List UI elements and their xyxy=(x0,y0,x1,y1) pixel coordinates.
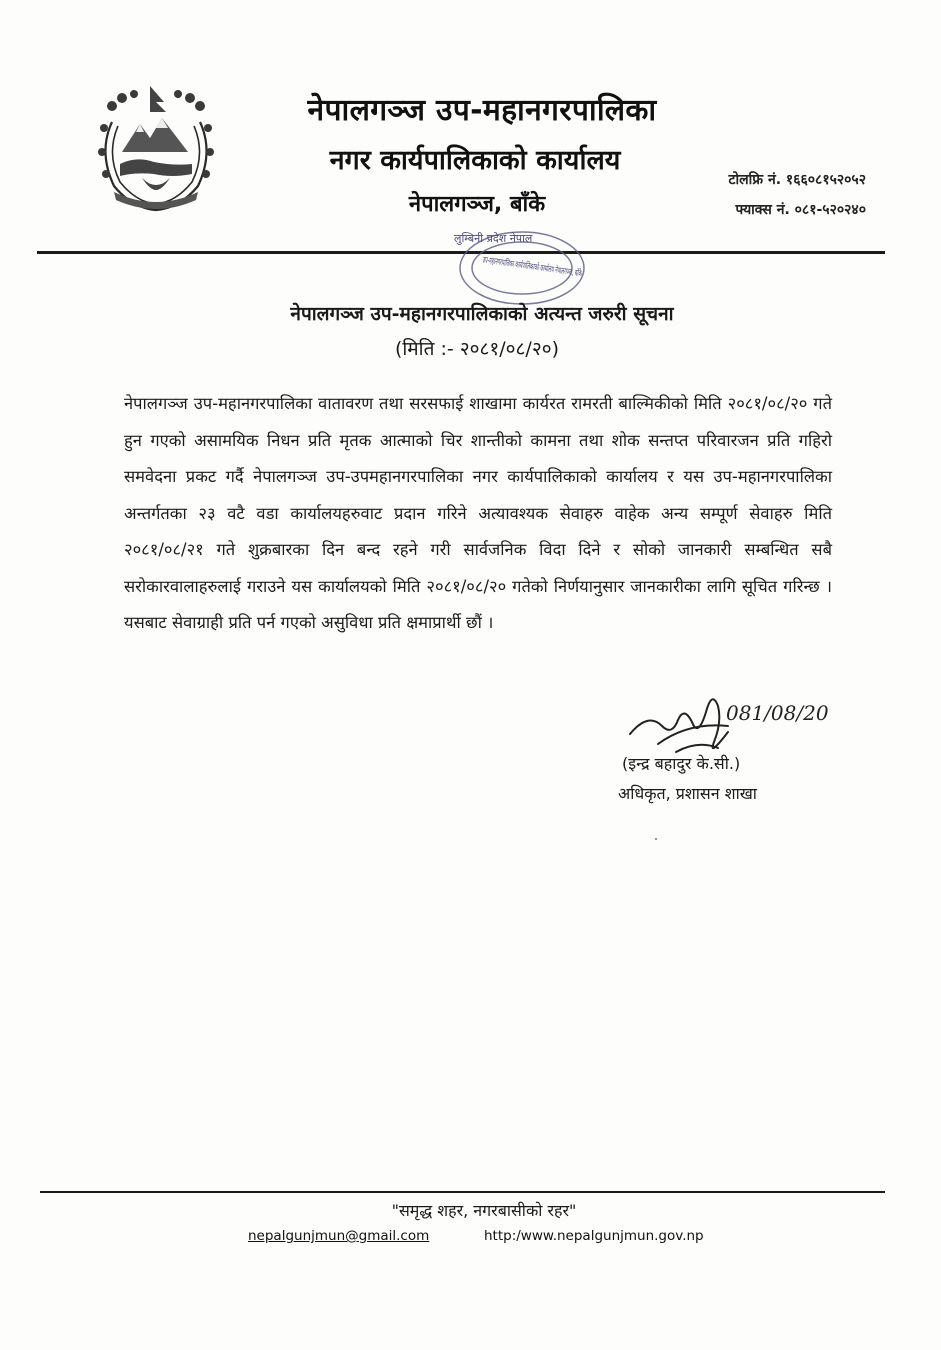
signature-icon xyxy=(618,682,829,762)
stamp-province-text: लुम्बिनी प्रदेश नेपाल xyxy=(454,232,533,245)
signatory-name: (इन्द्र बहादुर के.सी.) xyxy=(622,754,741,773)
footer-email-link[interactable]: nepalgunjmun@gmail.com xyxy=(248,1228,430,1244)
scan-speck xyxy=(655,838,657,840)
office-location: नेपालगञ्ज, बाँके xyxy=(408,192,546,217)
signatory-title: अधिकृत, प्रशासन शाखा xyxy=(618,784,757,803)
footer-divider xyxy=(40,1191,885,1193)
signature-date: 081/08/20 xyxy=(726,701,829,725)
tollfree-number: टोलफ्रि नं. १६६०८१५२०५२ xyxy=(728,172,866,188)
footer-slogan: "समृद्ध शहर, नगरबासीको रहर" xyxy=(391,1201,577,1220)
notice-date: (मिति :- २०८१/०८/२०) xyxy=(394,338,560,360)
office-name: नेपालगञ्ज उप-महानगरपालिका xyxy=(307,93,657,128)
stamp-ring-text: उप-महानगरपालिका कार्यपालिकाको कार्यालय नेपालगञ्ज, बाँके xyxy=(481,255,687,294)
office-stamp-icon xyxy=(440,218,687,308)
notice-body: नेपालगञ्ज उप-महानगरपालिका वातावरण तथा सरसफाई शाखामा कार्यरत रामरती बाल्मिकीको मिति २०८१/०८/२० गते हुन गएको असामयिक निधन प्रति मृतक आत्माको चिर शान्तीको कामना तथा शोक सन्तप्त परिवारजन प्रति गहिरो समवेदना प्रकट गर्दै नेपालगञ्ज उप-उपमहानगरपालिका नगर कार्यपालिकाको कार्यालय र यस उप-महानगरपालिका अन्तर्गतका २३ वटै वडा कार्यालयहरुवाट प्रदान गरिने अत्यावश्यक सेवाहरु वाहेक अन्य सम्पूर्ण सेवाहरु मिति २०८१/०८/२१ गते शुक्रबारका दिन बन्द रहने गरी सार्वजनिक विदा दिने र सोको जानकारी सम्बन्धित सबै सरोकारवालाहरुलाई गराउने यस कार्यालयको मिति २०८१/०८/२० गतेको निर्णयानुसार जानकारीका लागि सूचित गरिन्छ । यसबाट सेवाग्राही प्रति पर्न गएको असुविधा प्रति क्षमाप्रार्थी छौं । xyxy=(124,394,832,632)
office-subtitle: नगर कार्यपालिकाको कार्यालय xyxy=(329,145,621,176)
fax-number: फ्याक्स नं. ०८१-५२०२४० xyxy=(735,202,866,218)
notice-title: नेपालगञ्ज उप-महानगरपालिकाको अत्यन्त जरुरी सूचना xyxy=(290,303,674,325)
footer-website-link[interactable]: http:/www.nepalgunjmun.gov.np xyxy=(484,1228,704,1244)
